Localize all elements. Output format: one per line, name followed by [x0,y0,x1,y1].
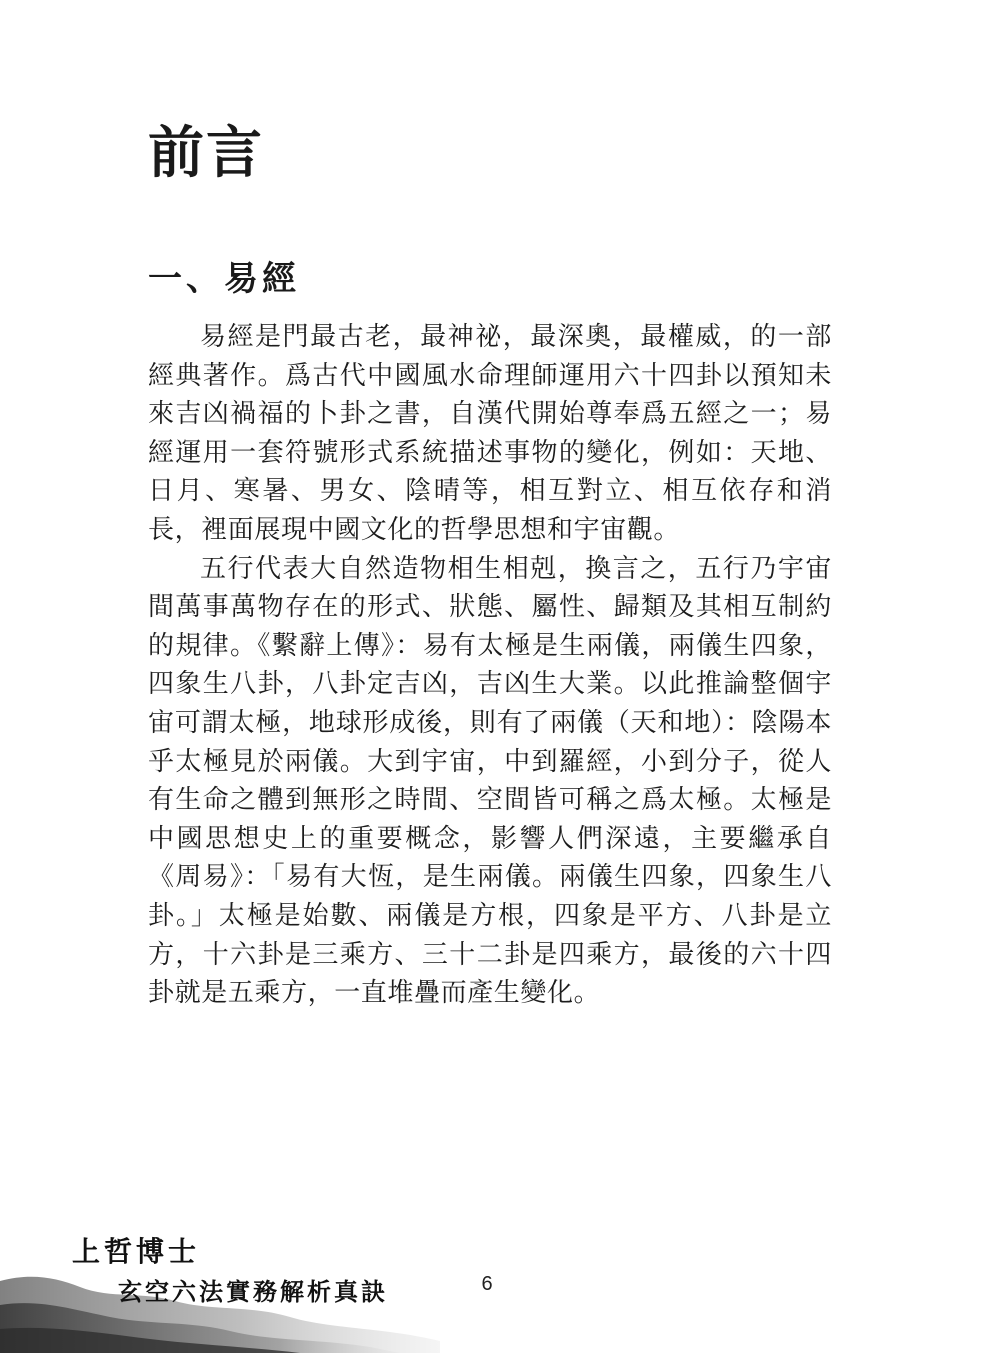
footer-author: 上哲博士 [72,1235,201,1268]
paragraph-yijing: 易經是門最古老，最神祕，最深奧，最權威，的一部經典著作。爲古代中國風水命理師運用六十四卦以預知未來吉凶禍福的卜卦之書，自漢代開始尊奉爲五經之一；易經運用一套符號形式系統描述事物的變化，例如：天地、日月、寒暑、男女、陰晴等，相互對立、相互依存和消長，裡面展現中國文化的哲學思想和宇宙觀。 [148,322,832,545]
footer-book-title: 玄空六法實務解析真訣 [118,1278,388,1306]
paragraph-wuxing: 五行代表大自然造物相生相剋，換言之，五行乃宇宙間萬事萬物存在的形式、狀態、屬性、歸類及其相互制約的規律。《繫辭上傳》：易有太極是生兩儀，兩儀生四象，四象生八卦，八卦定吉凶，吉凶生大業。以此推論整個宇宙可謂太極，地球形成後，則有了兩儀（天和地）：陰陽本乎太極見於兩儀。大到宇宙，中到羅經，小到分子，從人有生命之體到無形之時間、空間皆可稱之爲太極。太極是中國思想史上的重要概念，影響人們深遠，主要繼承自《周易》：「易有大恆，是生兩儀。兩儀生四象，四象生八卦。」太極是始數、兩儀是方根，四象是平方、八卦是立方，十六卦是三乘方、三十二卦是四乘方，最後的六十四卦就是五乘方，一直堆疊而產生變化。 [148,553,832,1009]
section-heading: 一、易經 [148,259,300,299]
page-number: 6 [481,1273,493,1295]
section-body [148,318,832,1013]
chapter-title: 前言 [148,120,264,186]
